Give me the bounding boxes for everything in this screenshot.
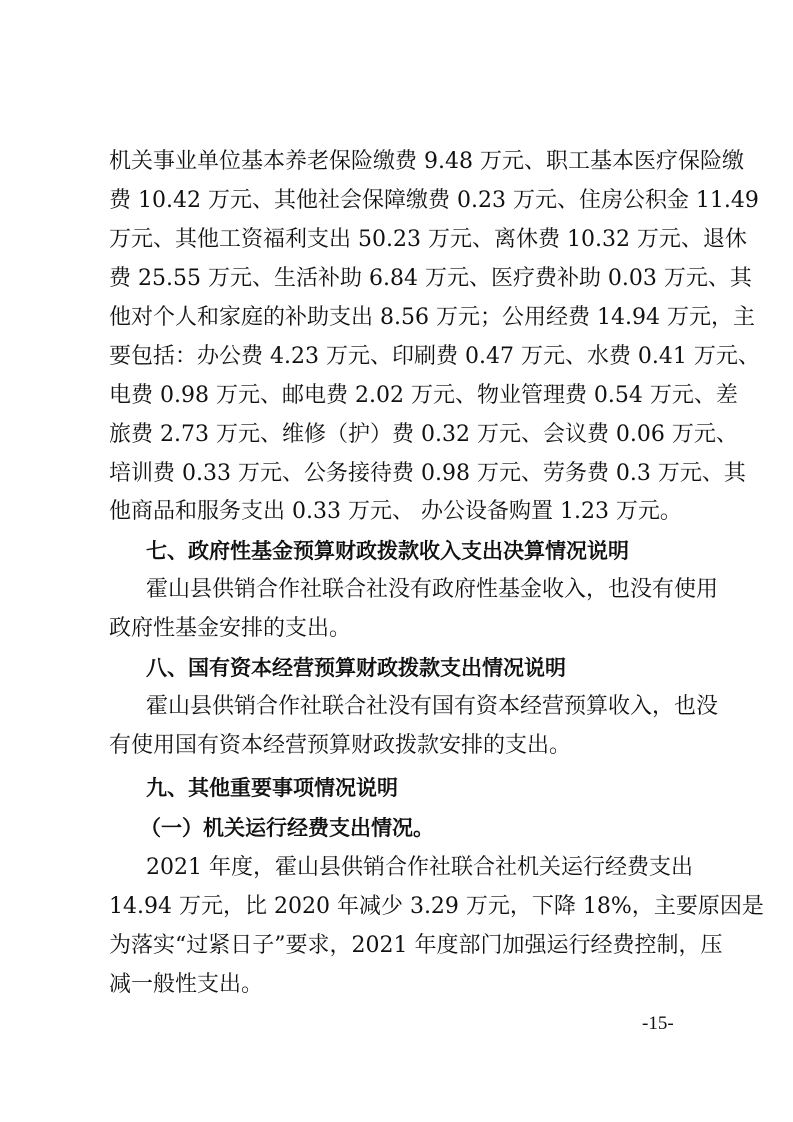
page-number: -15- <box>642 1013 674 1034</box>
section-heading: 七、政府性基金预算财政拨款收入支出决算情况说明 <box>146 539 629 563</box>
paragraph-line: 万元、其他工资福利支出 50.23 万元、离休费 10.32 万元、退休 <box>109 227 747 252</box>
paragraph-line: 他商品和服务支出 0.33 万元、 办公设备购置 1.23 万元。 <box>109 499 682 524</box>
paragraph-line: 为落实“过紧日子”要求，2021 年度部门加强运行经费控制，压 <box>109 933 723 958</box>
paragraph-line: 2021 年度，霍山县供销合作社联合社机关运行经费支出 <box>146 855 693 880</box>
subsection-heading: （一）机关运行经费支出情况。 <box>140 816 434 840</box>
paragraph-line: 政府性基金安排的支出。 <box>109 616 352 641</box>
paragraph-line: 霍山县供销合作社联合社没有国有资本经营预算收入，也没 <box>146 694 719 719</box>
paragraph-line: 减一般性支出。 <box>109 972 264 997</box>
paragraph-line: 机关事业单位基本养老保险缴费 9.48 万元、职工基本医疗保险缴 <box>109 149 744 174</box>
paragraph-line: 霍山县供销合作社联合社没有政府性基金收入，也没有使用 <box>146 577 719 602</box>
paragraph-line: 费 25.55 万元、生活补助 6.84 万元、医疗费补助 0.03 万元、其 <box>109 266 752 291</box>
section-heading: 八、国有资本经营预算财政拨款支出情况说明 <box>146 656 566 680</box>
paragraph-line: 14.94 万元，比 2020 年减少 3.29 万元，下降 18%，主要原因是 <box>109 894 764 919</box>
paragraph-line: 要包括：办公费 4.23 万元、印刷费 0.47 万元、水费 0.41 万元、 <box>109 344 760 369</box>
paragraph-line: 电费 0.98 万元、邮电费 2.02 万元、物业管理费 0.54 万元、差 <box>109 383 738 408</box>
paragraph-line: 旅费 2.73 万元、维修（护）费 0.32 万元、会议费 0.06 万元、 <box>109 422 738 447</box>
paragraph-line: 有使用国有资本经营预算财政拨款安排的支出。 <box>109 733 572 758</box>
paragraph-line: 费 10.42 万元、其他社会保障缴费 0.23 万元、住房公积金 11.49 <box>109 188 759 213</box>
paragraph-line: 他对个人和家庭的补助支出 8.56 万元；公用经费 14.94 万元，主 <box>109 305 755 330</box>
section-heading: 九、其他重要事项情况说明 <box>146 776 398 800</box>
paragraph-line: 培训费 0.33 万元、公务接待费 0.98 万元、劳务费 0.3 万元、其 <box>109 461 746 486</box>
